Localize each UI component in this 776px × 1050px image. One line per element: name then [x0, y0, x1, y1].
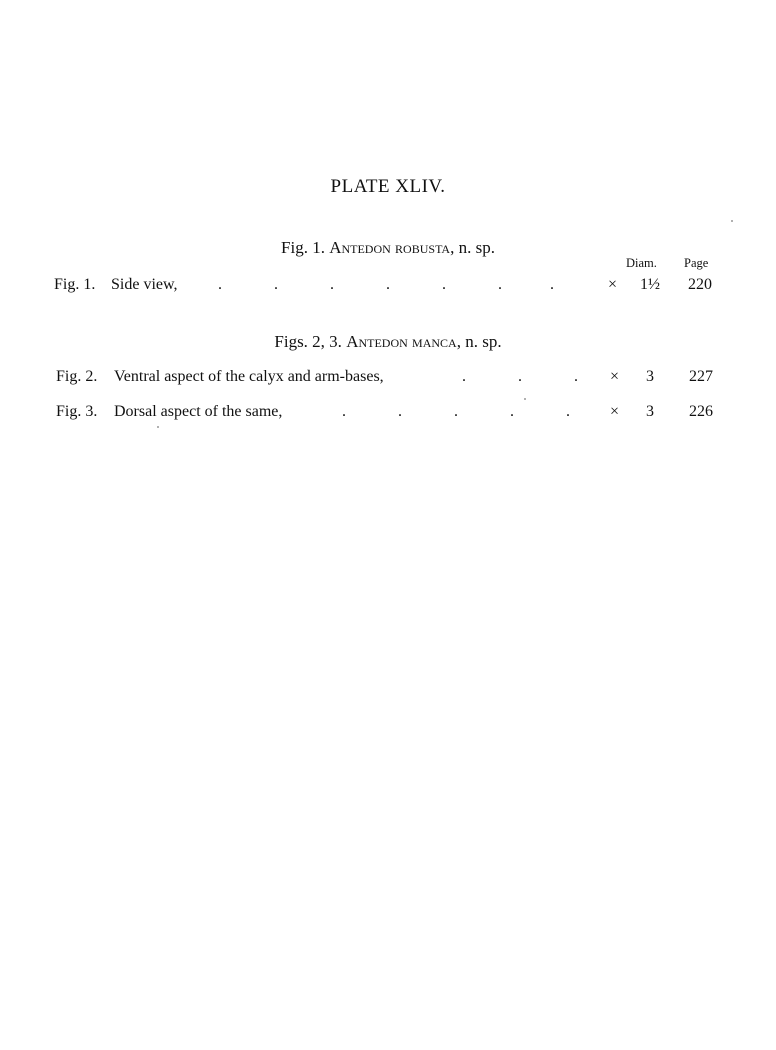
diameter-value: 1½ — [640, 276, 660, 293]
figure-number: Fig. 2. — [56, 368, 98, 385]
scan-speck — [731, 220, 733, 222]
column-header-page: Page — [684, 256, 709, 270]
leader-dots: . . . . . . . — [218, 276, 554, 293]
page-number: 227 — [689, 368, 713, 385]
magnification-sign: × — [608, 276, 618, 293]
scan-speck — [157, 426, 159, 428]
section-heading-suffix: , n. sp. — [456, 332, 502, 351]
figure-number: Fig. 1. — [54, 276, 96, 293]
scan-speck — [524, 398, 526, 400]
section-heading-prefix: Figs. 2, 3. — [274, 332, 342, 351]
column-header-diam: Diam. — [626, 256, 657, 270]
diameter-value: 3 — [646, 403, 654, 420]
section-heading-suffix: , n. sp. — [450, 238, 495, 257]
figure-description: Dorsal aspect of the same, — [114, 403, 283, 420]
section-heading-fig1 — [0, 238, 776, 258]
leader-dots: . . . — [462, 368, 578, 385]
section-heading-prefix: Fig. 1. — [281, 238, 325, 257]
magnification-sign: × — [610, 403, 620, 420]
species-name: Antedon robusta — [329, 238, 451, 257]
figure-description: Side view, — [111, 276, 178, 293]
species-name: Antedon manca — [346, 332, 457, 351]
plate-title: PLATE XLIV. — [330, 176, 446, 197]
section-heading-figs2-3 — [0, 332, 776, 352]
figure-description: Ventral aspect of the calyx and arm-bases, — [114, 368, 384, 385]
magnification-sign: × — [610, 368, 620, 385]
figure-number: Fig. 3. — [56, 403, 98, 420]
page-number: 226 — [689, 403, 713, 420]
page-number: 220 — [688, 276, 712, 293]
diameter-value: 3 — [646, 368, 654, 385]
leader-dots: . . . . . — [342, 403, 570, 420]
